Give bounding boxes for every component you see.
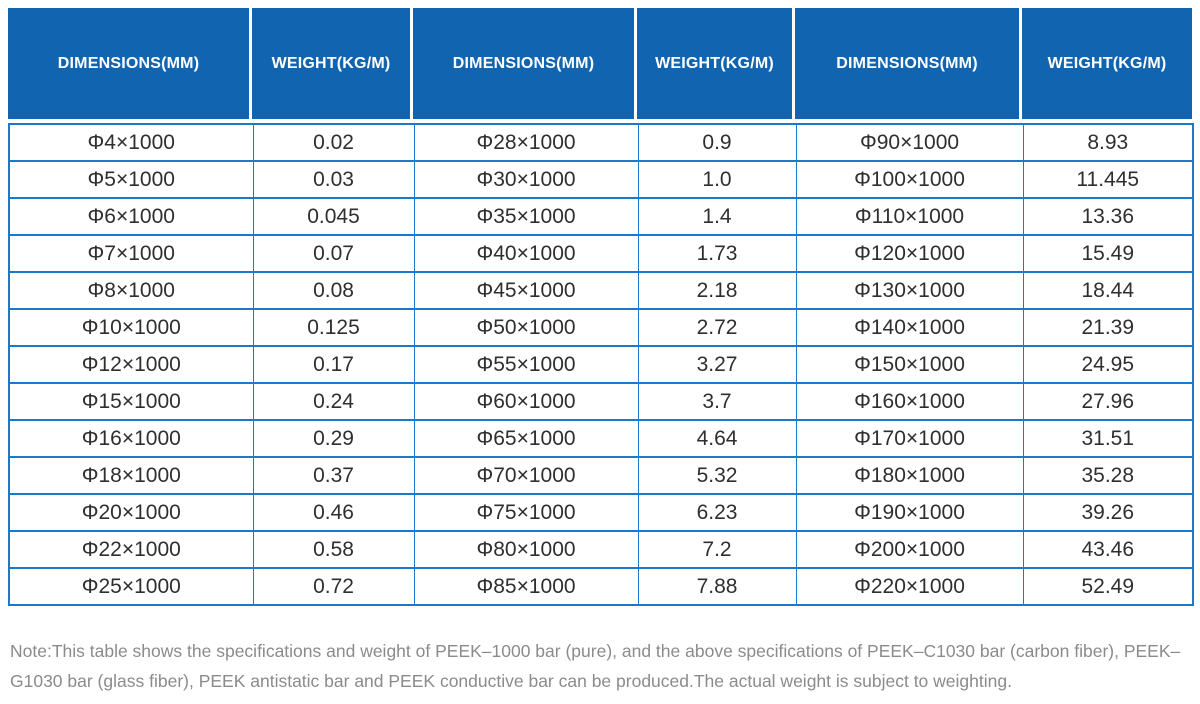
weight-cell: 0.24 <box>253 383 414 420</box>
dimension-cell: Φ90×1000 <box>796 124 1023 161</box>
dimension-cell: Φ200×1000 <box>796 531 1023 568</box>
dimension-cell: Φ60×1000 <box>414 383 638 420</box>
dimension-cell: Φ75×1000 <box>414 494 638 531</box>
weight-cell: 8.93 <box>1023 124 1193 161</box>
dimension-cell: Φ100×1000 <box>796 161 1023 198</box>
weight-cell: 0.125 <box>253 309 414 346</box>
weight-cell: 52.49 <box>1023 568 1193 605</box>
weight-cell: 0.08 <box>253 272 414 309</box>
table-row <box>9 309 1193 346</box>
dimension-cell: Φ22×1000 <box>9 531 253 568</box>
dimension-cell: Φ5×1000 <box>9 161 253 198</box>
weight-cell: 1.73 <box>638 235 796 272</box>
dimension-cell: Φ16×1000 <box>9 420 253 457</box>
weight-cell: 0.9 <box>638 124 796 161</box>
dimension-cell: Φ6×1000 <box>9 198 253 235</box>
weight-cell: 15.49 <box>1023 235 1193 272</box>
weight-cell: 0.72 <box>253 568 414 605</box>
dimension-cell: Φ10×1000 <box>9 309 253 346</box>
column-header-dimensions-3: DIMENSIONS(MM) <box>795 8 1022 119</box>
table-row <box>9 198 1193 235</box>
dimension-cell: Φ20×1000 <box>9 494 253 531</box>
note-text: Note:This table shows the specifications and weight of PEEK–1000 bar (pure), and the above specifications of PEEK–C1030 bar (carbon fiber), PEEK–G1030 bar (glass fiber), PEEK antistatic bar and PEEK conductive bar can be produced.The actual weight is subject to weighting. <box>10 641 1181 692</box>
dimension-cell: Φ190×1000 <box>796 494 1023 531</box>
weight-cell: 27.96 <box>1023 383 1193 420</box>
table-row <box>9 346 1193 383</box>
dimension-cell: Φ35×1000 <box>414 198 638 235</box>
table-row <box>9 383 1193 420</box>
weight-cell: 0.03 <box>253 161 414 198</box>
weight-cell: 0.37 <box>253 457 414 494</box>
weight-cell: 3.7 <box>638 383 796 420</box>
dimension-cell: Φ70×1000 <box>414 457 638 494</box>
weight-cell: 0.29 <box>253 420 414 457</box>
weight-cell: 31.51 <box>1023 420 1193 457</box>
table-body <box>9 124 1193 605</box>
table-row <box>9 124 1193 161</box>
dimension-cell: Φ110×1000 <box>796 198 1023 235</box>
table-grid <box>8 123 1194 606</box>
dimension-cell: Φ45×1000 <box>414 272 638 309</box>
column-header-weight-2: WEIGHT(KG/M) <box>637 8 795 119</box>
weight-cell: 0.02 <box>253 124 414 161</box>
weight-cell: 7.2 <box>638 531 796 568</box>
weight-cell: 13.36 <box>1023 198 1193 235</box>
table-row <box>9 494 1193 531</box>
dimension-cell: Φ150×1000 <box>796 346 1023 383</box>
dimension-cell: Φ65×1000 <box>414 420 638 457</box>
weight-cell: 0.17 <box>253 346 414 383</box>
weight-cell: 5.32 <box>638 457 796 494</box>
dimension-cell: Φ8×1000 <box>9 272 253 309</box>
weight-cell: 0.58 <box>253 531 414 568</box>
weight-cell: 0.045 <box>253 198 414 235</box>
table-row <box>9 161 1193 198</box>
weight-cell: 24.95 <box>1023 346 1193 383</box>
weight-cell: 4.64 <box>638 420 796 457</box>
dimension-cell: Φ140×1000 <box>796 309 1023 346</box>
column-header-dimensions-2: DIMENSIONS(MM) <box>413 8 637 119</box>
weight-cell: 39.26 <box>1023 494 1193 531</box>
column-header-weight-3: WEIGHT(KG/M) <box>1022 8 1192 119</box>
weight-cell: 43.46 <box>1023 531 1193 568</box>
dimension-cell: Φ120×1000 <box>796 235 1023 272</box>
weight-cell: 0.07 <box>253 235 414 272</box>
table-header-row <box>8 8 1192 119</box>
dimension-cell: Φ40×1000 <box>414 235 638 272</box>
dimension-cell: Φ25×1000 <box>9 568 253 605</box>
dimension-cell: Φ80×1000 <box>414 531 638 568</box>
dimension-cell: Φ12×1000 <box>9 346 253 383</box>
column-header-dimensions-1: DIMENSIONS(MM) <box>8 8 252 119</box>
weight-cell: 35.28 <box>1023 457 1193 494</box>
weight-cell: 0.46 <box>253 494 414 531</box>
dimension-cell: Φ30×1000 <box>414 161 638 198</box>
weight-cell: 2.18 <box>638 272 796 309</box>
dimension-cell: Φ4×1000 <box>9 124 253 161</box>
table-row <box>9 531 1193 568</box>
dimension-cell: Φ15×1000 <box>9 383 253 420</box>
table-row <box>9 235 1193 272</box>
dimension-cell: Φ55×1000 <box>414 346 638 383</box>
dimension-cell: Φ130×1000 <box>796 272 1023 309</box>
dimension-cell: Φ50×1000 <box>414 309 638 346</box>
dimension-cell: Φ7×1000 <box>9 235 253 272</box>
table-row <box>9 420 1193 457</box>
weight-cell: 1.0 <box>638 161 796 198</box>
weight-cell: 7.88 <box>638 568 796 605</box>
dimension-cell: Φ160×1000 <box>796 383 1023 420</box>
dimension-cell: Φ180×1000 <box>796 457 1023 494</box>
dimension-cell: Φ85×1000 <box>414 568 638 605</box>
dimension-cell: Φ170×1000 <box>796 420 1023 457</box>
dimension-cell: Φ28×1000 <box>414 124 638 161</box>
column-header-weight-1: WEIGHT(KG/M) <box>252 8 413 119</box>
weight-cell: 2.72 <box>638 309 796 346</box>
dimension-cell: Φ220×1000 <box>796 568 1023 605</box>
weight-cell: 21.39 <box>1023 309 1193 346</box>
weight-cell: 3.27 <box>638 346 796 383</box>
spec-table <box>8 8 1192 606</box>
dimension-cell: Φ18×1000 <box>9 457 253 494</box>
weight-cell: 6.23 <box>638 494 796 531</box>
table-row <box>9 272 1193 309</box>
weight-cell: 1.4 <box>638 198 796 235</box>
weight-cell: 18.44 <box>1023 272 1193 309</box>
weight-cell: 11.445 <box>1023 161 1193 198</box>
table-row <box>9 457 1193 494</box>
table-row <box>9 568 1193 605</box>
